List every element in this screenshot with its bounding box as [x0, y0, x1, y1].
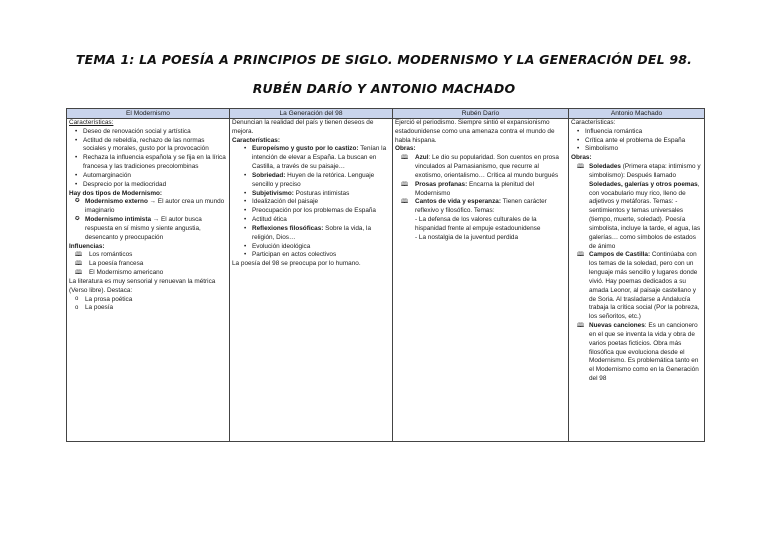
- list-item: 🕮 Cantos de vida y esperanza: Tienen carácter reflexivo y filosófico. Temas: - La defensa de los valores culturales de la hispanidad frente al empuje estadounidense - La nostalgia de la juventud perdida: [395, 198, 566, 242]
- column-header-generacion-98: La Generación del 98: [230, 109, 393, 119]
- column-header-antonio-machado: Antonio Machado: [569, 109, 705, 119]
- page-title: TEMA 1: LA POESÍA A PRINCIPIOS DE SIGLO. MODERNISMO Y LA GENERACIÓN DEL 98.: [75, 52, 693, 67]
- list-item: • Sobriedad: Huyen de la retórica. Lenguaje sencillo y preciso: [232, 172, 390, 190]
- list-item: • Europeísmo y gusto por lo castizo: Tenían la intención de elevar a España. La buscan en Castilla, a través de su paisaje…: [232, 145, 390, 171]
- machado-caracteristicas-list: [571, 128, 702, 154]
- list-item: 🕮 El Modernismo americano: [69, 269, 227, 278]
- list-item: 🕮 La poesía francesa: [69, 260, 227, 269]
- list-item: ✪ Modernismo intimista → El autor busca respuesta en sí mismo y siente angustia, desencanto y preocupación: [69, 216, 227, 242]
- list-item: • Crítica ante el problema de España: [571, 137, 702, 146]
- list-item: 🕮 Prosas profanas: Encarna la plenitud del Modernismo: [395, 181, 566, 199]
- modernismo-caracteristicas-list: [69, 128, 227, 190]
- ruben-obras-list: [395, 154, 566, 242]
- ruben-intro-text: Ejerció el periodismo. Siempre sintió el expansionismo estadounidense como una amenaza contra el mundo de habla hispana.: [395, 119, 555, 144]
- modernismo-influencias-label: Influencias:: [69, 242, 105, 250]
- ruben-tema-2: - La nostalgia de la juventud perdida: [415, 233, 519, 241]
- list-item: 🕮 Soledades (Primera etapa: intimismo y simbolismo): Después llamado Soledades, galerías y otros poemas, con vocabulario muy rico, lleno de adjetivos y metáforas. Temas: - sentimientos y temas universales (tiempo, muerte, soledad). Poesía simbolista, incluye la tarde, el agua, las galerías… como símbolos de estados de ánimo: [571, 163, 702, 251]
- generacion-closing-text: La poesía del 98 se preocupa por lo humano.: [232, 260, 361, 268]
- modernismo-influencias-list: [69, 251, 227, 277]
- machado-caracteristicas-label: Características:: [571, 119, 616, 126]
- list-item: o La prosa poética: [69, 296, 227, 305]
- list-item: • Desprecio por la mediocridad: [69, 181, 227, 190]
- list-item: • Influencia romántica: [571, 128, 702, 137]
- list-item: 🕮 Azul: Le dio su popularidad. Son cuentos en prosa vinculados al Parnasianismo, que recurre al exotismo, orientalismo… Crítica al mundo burgués: [395, 154, 566, 180]
- column-header-modernismo: El Modernismo: [67, 109, 230, 119]
- list-item: • Simbolismo: [571, 145, 702, 154]
- list-item: 🕮 Campos de Castilla: Continúaba con los temas de la soledad, pero con un lenguaje más sencillo y lugares donde vivió. Hay poemas dedicados a su amada Leonor, al paisaje castellano y de Soria. Al trasladarse a Andalucía trabaja la crítica social (Por la pobreza, los señoritos, etc.): [571, 251, 702, 322]
- list-item: • Evolución ideológica: [232, 243, 390, 252]
- generacion-caracteristicas-list: [232, 145, 390, 260]
- list-item: ✪ Modernismo externo → El autor crea un mundo imaginario: [69, 198, 227, 216]
- list-item: • Deseo de renovación social y artística: [69, 128, 227, 137]
- table-row: [67, 119, 705, 442]
- column-header-ruben-dario: Rubén Darío: [393, 109, 569, 119]
- list-item: • Idealización del paisaje: [232, 198, 390, 207]
- modernismo-tipos-label: Hay dos tipos de Modernismo:: [69, 189, 163, 197]
- list-item: 🕮 Nuevas canciones: Es un cancionero en el que se inventa la vida y obra de varios poetas ficticios. Obra más filosófica que evoluciona desde el Modernismo. Es problemática tanto en el Modernismo como en la Generación del 98: [571, 322, 702, 384]
- cell-ruben-dario: [393, 119, 569, 442]
- cell-generacion-98: [230, 119, 393, 442]
- list-item: • Preocupación por los problemas de España: [232, 207, 390, 216]
- list-item: • Subjetivismo: Posturas intimistas: [232, 190, 390, 199]
- modernismo-caracteristicas-label: Características:: [69, 119, 114, 126]
- list-item: • Automarginación: [69, 172, 227, 181]
- modernismo-destaca-list: [69, 296, 227, 314]
- list-item: • Reflexiones filosóficas: Sobre la vida, la religión, Dios…: [232, 225, 390, 243]
- modernismo-tipos-list: [69, 198, 227, 242]
- generacion-caracteristicas-label: Características:: [232, 136, 280, 144]
- page-subtitle: RUBÉN DARÍO Y ANTONIO MACHADO: [252, 81, 516, 96]
- list-item: • Rechaza la influencia española y se fija en la lírica francesa y las tradiciones precolombinas: [69, 154, 227, 172]
- cell-antonio-machado: [569, 119, 705, 442]
- summary-table: [66, 108, 705, 442]
- machado-obras-label: Obras:: [571, 154, 592, 162]
- ruben-obras-label: Obras:: [395, 145, 416, 153]
- list-item: • Actitud de rebeldía, rechazo de las normas sociales y morales, gusto por la provocación: [69, 137, 227, 155]
- list-item: • Actitud ética: [232, 216, 390, 225]
- list-item: • Participan en actos colectivos: [232, 251, 390, 260]
- modernismo-metrica-text: La literatura es muy sensorial y renuevan la métrica (Verso libre). Destaca:: [69, 277, 216, 294]
- cell-modernismo: [67, 119, 230, 442]
- list-item: 🕮 Los románticos: [69, 251, 227, 260]
- generacion-intro-text: Denuncian la realidad del país y tienen deseos de mejora.: [232, 119, 374, 135]
- machado-obras-list: [571, 163, 702, 384]
- list-item: o La poesía: [69, 304, 227, 313]
- ruben-tema-1: - La defensa de los valores culturales de la hispanidad frente al empuje estadounidense: [415, 216, 541, 232]
- table-header-row: [67, 109, 705, 119]
